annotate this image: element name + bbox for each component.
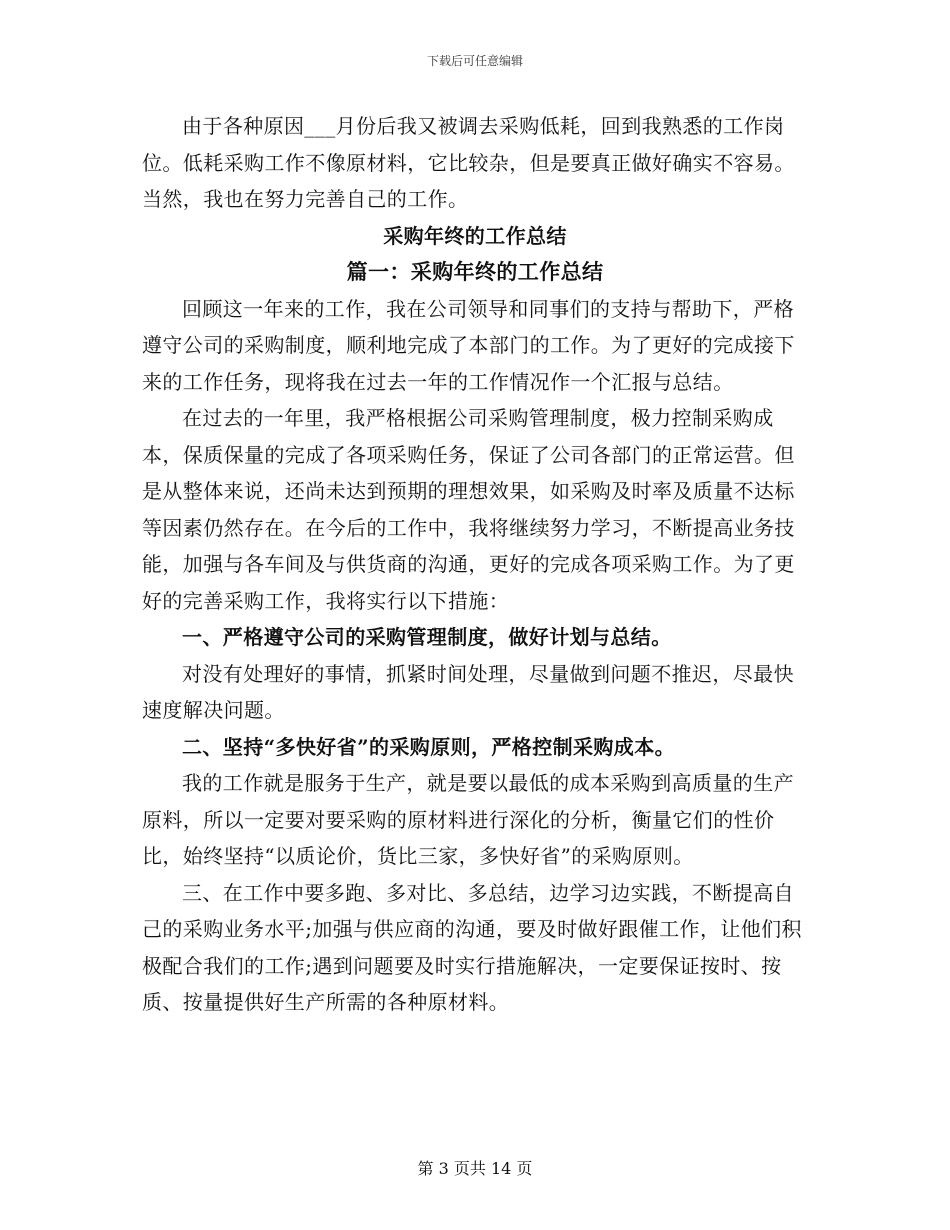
paragraph-review: 回顾这一年来的工作，我在公司领导和同事们的支持与帮助下，严格遵守公司的采购制度，顺利地完成了本部门的工作。为了更好的完成接下来的工作任务，现将我在过去一年的工作情况作一个汇报与总结。: [142, 296, 795, 394]
measure-heading-2: 二、坚持“多快好省”的采购原则，严格控制采购成本。: [182, 734, 676, 759]
paragraph-past-year: 在过去的一年里，我严格根据公司采购管理制度，极力控制采购成本，保质保量的完成了各项采购任务，保证了公司各部门的正常运营。但是从整体来说，还尚未达到预期的理想效果，如采购及时率及质量不达标等因素仍然存在。在今后的工作中，我将继续努力学习，不断提高业务技能，加强与各车间及与供货商的沟通，更好的完成各项采购工作。为了更好的完善采购工作，我将实行以下措施：: [142, 406, 795, 613]
document-body: [142, 108, 808, 1021]
page-footer: 第 3 页共 14 页: [417, 1159, 533, 1178]
measure-body-1: 对没有处理好的事情，抓紧时间处理，尽量做到问题不推迟，尽最快速度解决问题。: [142, 661, 794, 722]
measure-heading-1: 一、严格遵守公司的采购管理制度，做好计划与总结。: [182, 625, 672, 649]
section-title: 篇一：采购年终的工作总结: [346, 259, 604, 284]
paragraph-intro: 由于各种原因___月份后我又被调去采购低耗，回到我熟悉的工作岗位。低耗采购工作不像原材料，它比较杂，但是要真正做好确实不容易。当然，我也在努力完善自己的工作。: [142, 114, 795, 211]
measure-body-2: 我的工作就是服务于生产，就是要以最低的成本采购到高质量的生产原料，所以一定要对要采购的原材料进行深化的分析，衡量它们的性价比，始终坚持“以质论价，货比三家，多快好省”的采购原则。: [142, 771, 794, 868]
page-header: 下载后可任意编辑: [426, 54, 523, 68]
measure-3: 三、在工作中要多跑、多对比、多总结，边学习边实践，不断提高自己的采购业务水平;加强与供应商的沟通，要及时做好跟催工作，让他们积极配合我们的工作;遇到问题要及时实行措施解决，一定要保证按时、按质、按量提供好生产所需的各种原材料。: [142, 880, 802, 1014]
document-title: 采购年终的工作总结: [383, 223, 567, 248]
